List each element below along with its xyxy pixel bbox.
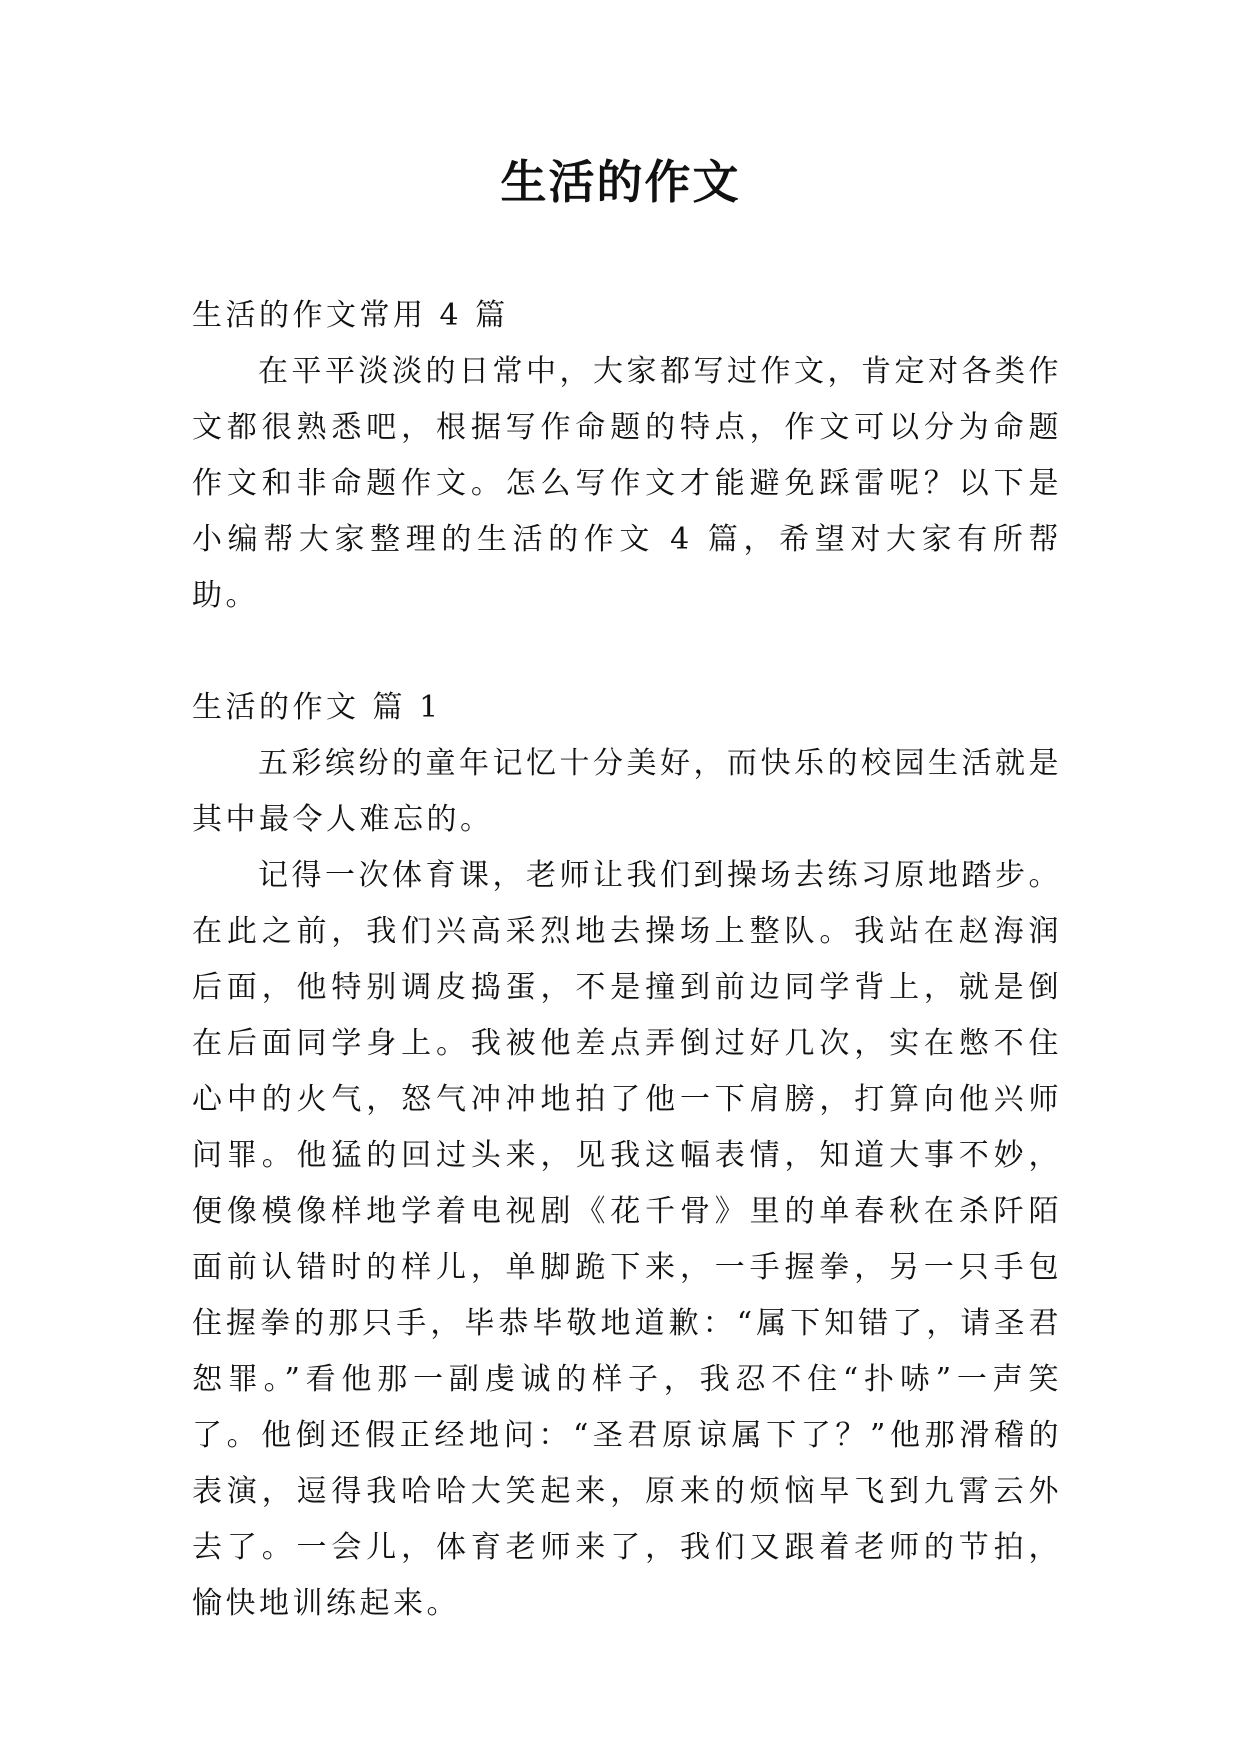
section-paragraph: 五彩缤纷的童年记忆十分美好，而快乐的校园生活就是其中最令人难忘的。: [192, 746, 1062, 837]
document-title: 生活的作文: [500, 155, 741, 209]
section-spacer: [192, 624, 1062, 680]
intro-paragraph: 在平平淡淡的日常中，大家都写过作文，肯定对各类作文都很熟悉吧，根据写作命题的特点，作文可以分为命题作文和非命题作文。怎么写作文才能避免踩雷呢？以下是小编帮大家整理的生活的作文 4 篇，希望对大家有所帮助。: [192, 354, 1062, 613]
section-paragraph: 记得一次体育课，老师让我们到操场去练习原地踏步。在此之前，我们兴高采烈地去操场上整队。我站在赵海润后面，他特别调皮捣蛋，不是撞到前边同学背上，就是倒在后面同学身上。我被他差点弄倒过好几次，实在憋不住心中的火气，怒气冲冲地拍了他一下肩膀，打算向他兴师问罪。他猛的回过头来，见我这幅表情，知道大事不妙，便像模像样地学着电视剧《花千骨》里的单春秋在杀阡陌面前认错时的样儿，单脚跪下来，一手握拳，另一只手包住握拳的那只手，毕恭毕敬地道歉：“属下知错了，请圣君恕罪。”看他那一副虔诚的样子，我忍不住“扑哧”一声笑了。他倒还假正经地问：“圣君原谅属下了？”他那滑稽的表演，逗得我哈哈大笑起来，原来的烦恼早飞到九霄云外去了。一会儿，体育老师来了，我们又跟着老师的节拍，愉快地训练起来。: [192, 858, 1062, 1621]
section-heading: 生活的作文 篇 1: [192, 690, 442, 725]
document-body: [192, 288, 1062, 1632]
subtitle: 生活的作文常用 4 篇: [192, 298, 509, 333]
